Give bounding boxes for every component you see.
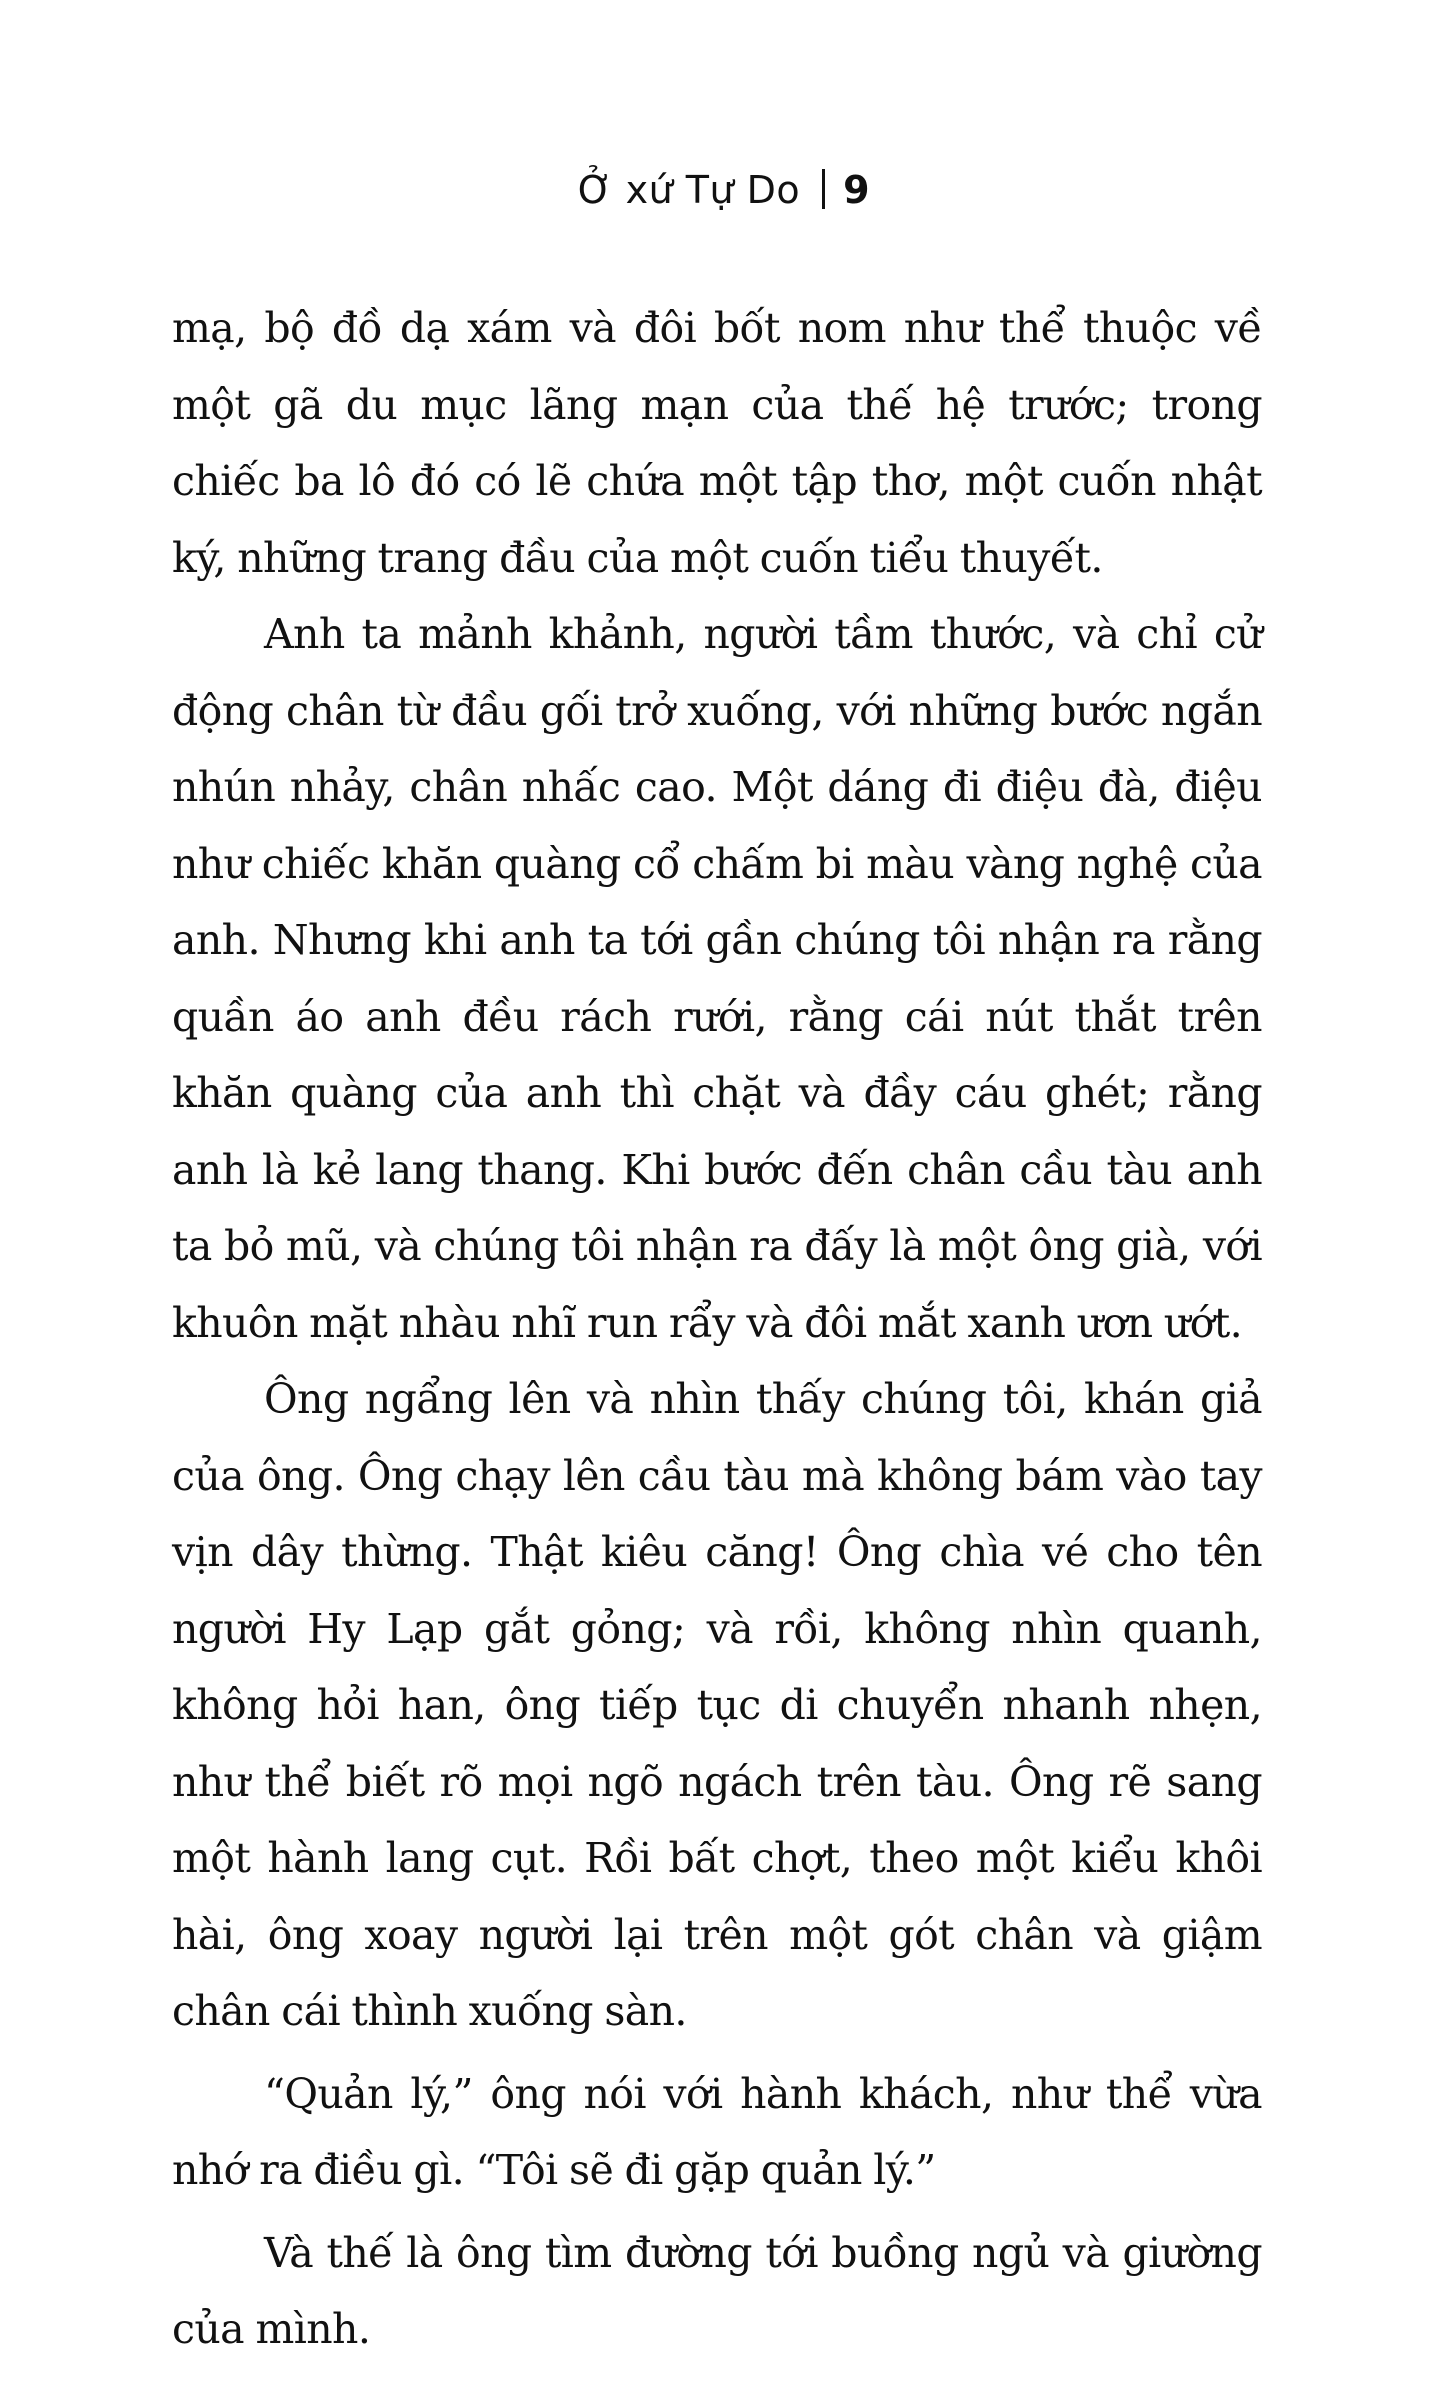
paragraph-continued: mạ, bộ đồ dạ xám và đôi bốt nom như thể thuộc về một gã du mục lãng mạn của thế hệ trước; trong chiếc ba lô đó có lẽ chứa một tập thơ, một cuốn nhật ký, những trang đầu của một cuốn tiểu thuyết. [172,304,1262,582]
paragraph: “Quản lý,” ông nói với hành khách, như thể vừa nhớ ra điều gì. “Tôi sẽ đi gặp quản lý.” [172,2069,1262,2194]
running-header [0,160,1448,220]
page-number: 9 [843,168,871,212]
paragraph: Anh ta mảnh khảnh, người tầm thước, và chỉ cử động chân từ đầu gối trở xuống, với những bước ngắn nhún nhảy, chân nhấc cao. Một dáng đi điệu đà, điệu như chiếc khăn quàng cổ chấm bi màu vàng nghệ của anh. Nhưng khi anh ta tới gần chúng tôi nhận ra rằng quần áo anh đều rách rưới, rằng cái nút thắt trên khăn quàng của anh thì chặt và đầy cáu ghét; rằng anh là kẻ lang thang. Khi bước đến chân cầu tàu anh ta bỏ mũ, và chúng tôi nhận ra đấy là một ông già, với khuôn mặt nhàu nhĩ run rẩy và đôi mắt xanh ươn ướt. [172,610,1262,1347]
body-text [172,290,1262,2368]
header-separator [822,169,825,209]
paragraph: Và thế là ông tìm đường tới buồng ngủ và giường của mình. [172,2228,1262,2353]
running-title: Ở xứ Tự Do [577,168,801,212]
paragraph: Ông ngẩng lên và nhìn thấy chúng tôi, khán giả của ông. Ông chạy lên cầu tàu mà không bám vào tay vịn dây thừng. Thật kiêu căng! Ông chìa vé cho tên người Hy Lạp gắt gỏng; và rồi, không nhìn quanh, không hỏi han, ông tiếp tục di chuyển nhanh nhẹn, như thể biết rõ mọi ngõ ngách trên tàu. Ông rẽ sang một hành lang cụt. Rồi bất chợt, theo một kiểu khôi hài, ông xoay người lại trên một gót chân và giậm chân cái thình xuống sàn. [172,1375,1262,2035]
